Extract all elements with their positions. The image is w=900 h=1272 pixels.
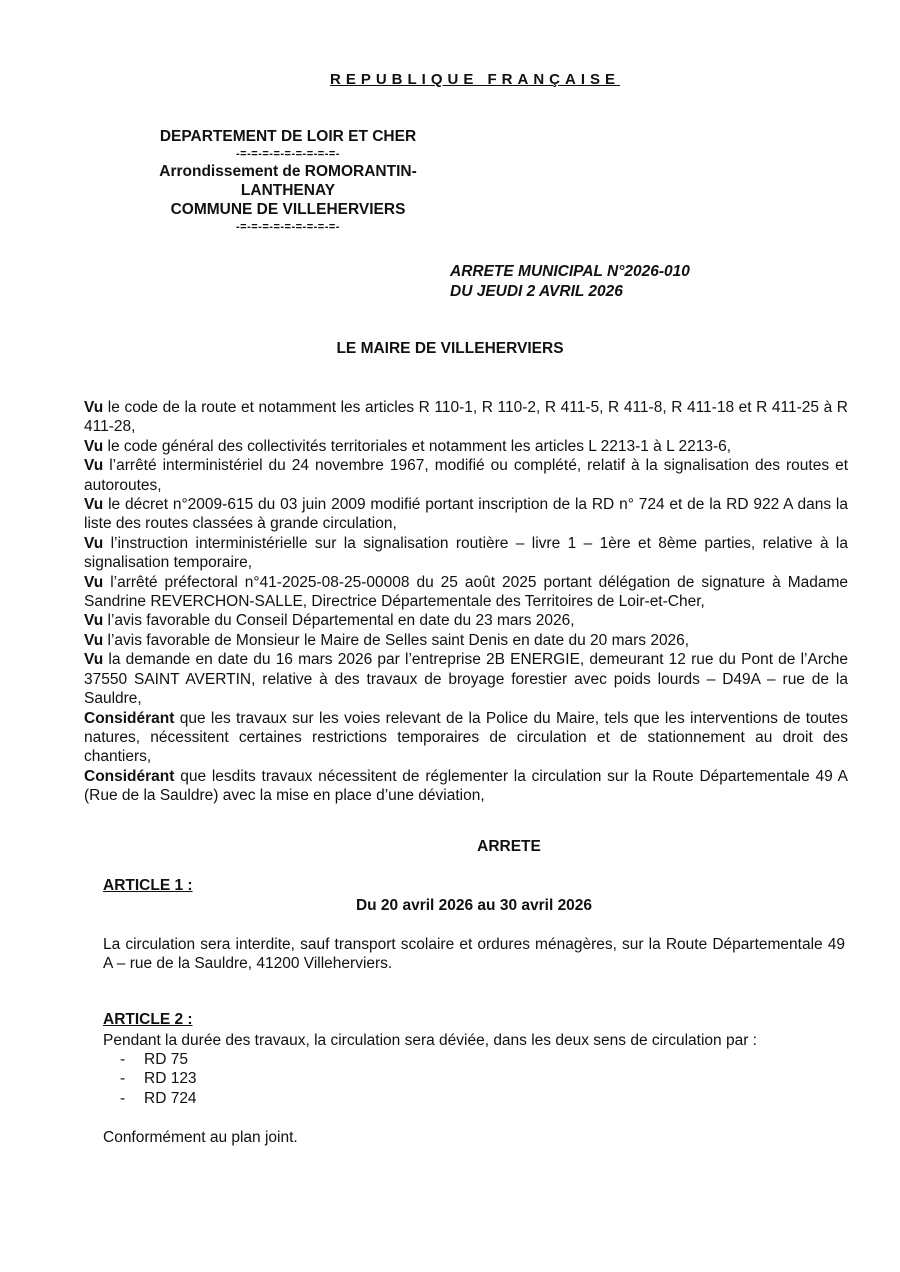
considerant-paragraph: Vu l’avis favorable de Monsieur le Maire de Selles saint Denis en date du 20 mars 2026, [84, 631, 690, 649]
article-1-text: La circulation sera interdite, sauf transport scolaire et ordures ménagères, sur la Route Départementale 49 A – rue de la Sauldre, 41200 Villeherviers. [103, 936, 845, 973]
maire-title: LE MAIRE DE VILLEHERVIERS [336, 340, 564, 357]
considerants-list [84, 398, 848, 806]
article-1-dates: Du 20 avril 2026 au 30 avril 2026 [355, 897, 593, 914]
separator: -=-=-=-=-=-=-=-=-=- [236, 148, 340, 160]
considerant-paragraph: Vu le code de la route et notamment les articles R 110-1, R 110-2, R 411-5, R 411-8, R 411-18 et R 411-25 à R 411-28, [84, 399, 848, 436]
considerant-paragraph: Vu le code général des collectivités territoriales et notamment les articles L 2213-1 à L 2213-6, [84, 437, 732, 455]
considerant-paragraph: Vu la demande en date du 16 mars 2026 par l’entreprise 2B ENERGIE, demeurant 12 rue du Pont de l’Arche 37550 SAINT AVERTIN, relative à des travaux de broyage forestier avec poids lourds – D49A – rue de la Sauldre, [84, 651, 848, 708]
arrete-heading: ARRETE [477, 838, 541, 855]
considerant-paragraph: Vu l’arrêté interministériel du 24 novembre 1967, modifié ou complété, relatif à la signalisation des routes et autoroutes, [84, 457, 848, 494]
arrondissement-line: Arrondissement de ROMORANTIN- [159, 163, 417, 180]
considerant-paragraph: Vu l’avis favorable du Conseil Départemental en date du 23 mars 2026, [84, 612, 575, 630]
considerant-paragraph: Vu l’arrêté préfectoral n°41-2025-08-25-00008 du 25 août 2025 portant délégation de signature à Madame Sandrine REVERCHON-SALLE, Directrice Départementale des Territoires de Loir-et-Cher, [84, 573, 848, 611]
route-list [120, 1050, 197, 1108]
conclusion-text: Conformément au plan joint. [103, 1129, 298, 1146]
article-2-text: Pendant la durée des travaux, la circulation sera déviée, dans les deux sens de circulation par : [103, 1032, 757, 1049]
article-2-title: ARTICLE 2 : [103, 1011, 193, 1028]
considerant-paragraph: Considérant que lesdits travaux nécessitent de réglementer la circulation sur la Route Départementale 49 A (Rue de la Sauldre) avec la mise en place d’une déviation, [84, 767, 848, 805]
separator: -=-=-=-=-=-=-=-=-=- [236, 221, 340, 233]
arrete-date: DU JEUDI 2 AVRIL 2026 [450, 282, 623, 300]
route-item: - RD 123 [120, 1070, 197, 1088]
considerant-paragraph: Vu le décret n°2009-615 du 03 juin 2009 modifié portant inscription de la RD n° 724 et de la RD 922 A dans la liste des routes classées à grande circulation, [84, 496, 848, 533]
arrete-number: ARRETE MUNICIPAL N°2026-010 [450, 263, 690, 280]
arrondissement-line-cont: LANTHENAY [240, 182, 336, 199]
route-item: - RD 724 [120, 1089, 197, 1107]
departement-line: DEPARTEMENT DE LOIR ET CHER [159, 128, 417, 145]
republique-heading: REPUBLIQUE FRANÇAISE [330, 71, 621, 88]
considerant-paragraph: Vu l’instruction interministérielle sur la signalisation routière – livre 1 – 1ère et 8ème parties, relative à la signalisation temporaire, [84, 534, 848, 572]
arrete-reference [450, 262, 750, 301]
article-1-title: ARTICLE 1 : [103, 877, 193, 894]
route-item: - RD 75 [120, 1051, 188, 1068]
considerant-paragraph: Considérant que les travaux sur les voies relevant de la Police du Maire, tels que les interventions de toutes natures, nécessitent certaines restrictions temporaires de circulation et de stationnement au droit des chantiers, [84, 709, 848, 766]
commune-line: COMMUNE DE VILLEHERVIERS [170, 201, 406, 218]
department-block [120, 127, 456, 235]
